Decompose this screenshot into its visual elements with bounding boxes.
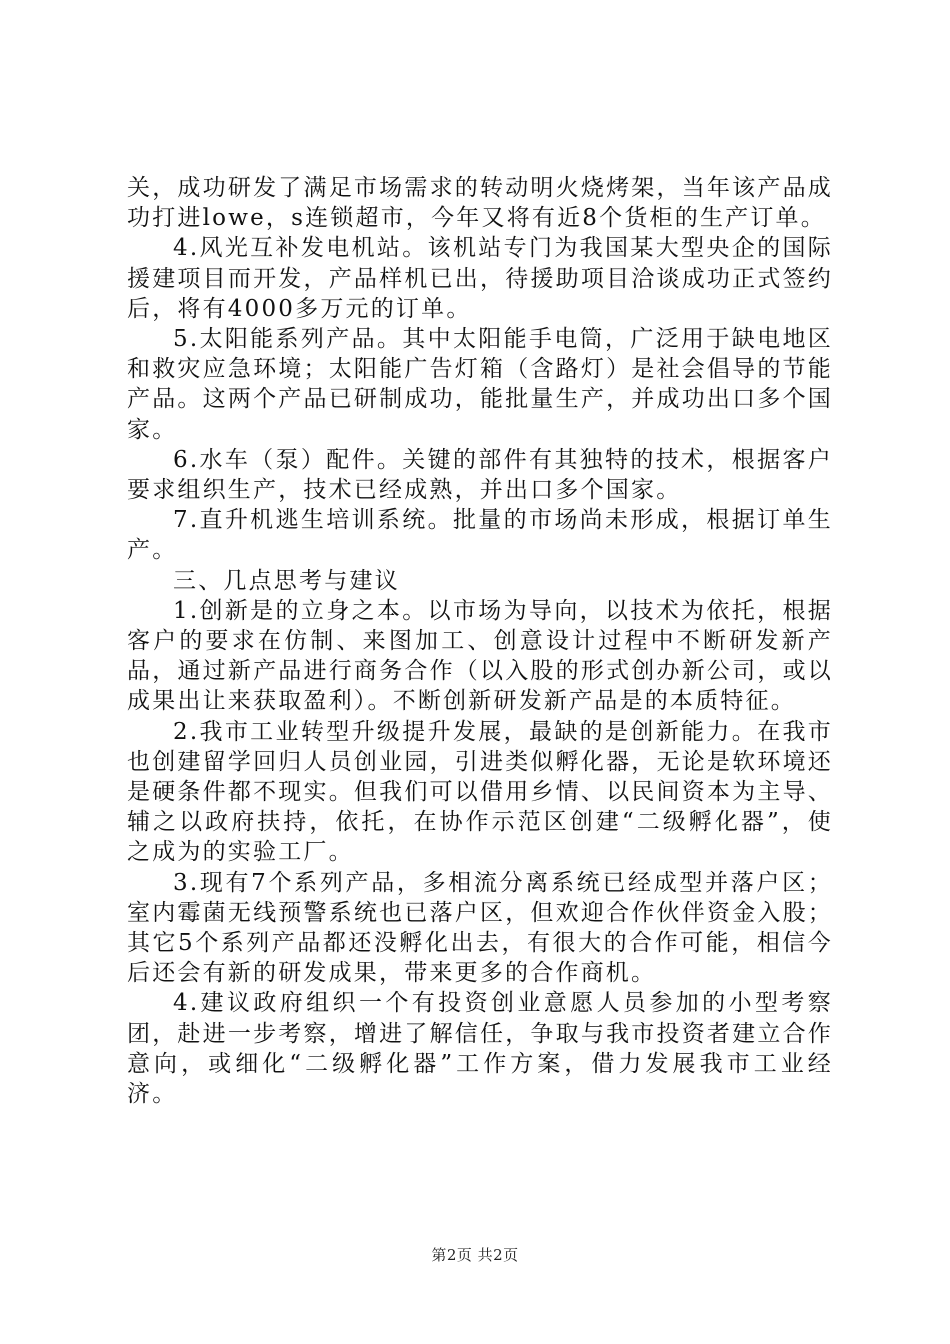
page-number-label: 第2页 共2页 — [431, 1246, 519, 1264]
paragraph: 5.太阳能系列产品。其中太阳能手电筒，广泛用于缺电地区和救灾应急环境；太阳能广告灯箱（含路灯）是社会倡导的节能产品。这两个产品已研制成功，能批量生产，并成功出口多个国家。 — [127, 326, 833, 443]
paragraph: 关，成功研发了满足市场需求的转动明火烧烤架，当年该产品成功打进lowe，s连锁超市，今年又将有近8个货柜的生产订单。 — [127, 175, 833, 232]
document-body — [127, 173, 833, 1109]
paragraph: 6.水车（泵）配件。关键的部件有其独特的技术，根据客户要求组织生产，技术已经成熟，并出口多个国家。 — [127, 446, 833, 504]
paragraph: 1.创新是的立身之本。以市场为导向，以技术为依托，根据客户的要求在仿制、来图加工、创意设计过程中不断研发新产品，通过新产品进行商务合作（以入股的形式创办新公司，或以成果出让来获取盈利）。不断创新研发新产品是的本质特征。 — [127, 597, 833, 715]
section-heading: 三、几点思考与建议 — [173, 567, 400, 594]
paragraph: 2.我市工业转型升级提升发展，最缺的是创新能力。在我市也创建留学回归人员创业园，引进类似孵化器，无论是软环境还是硬条件都不现实。但我们可以借用乡情、以民间资本为主导、辅之以政府扶持，依托，在协作示范区创建“二级孵化器”，使之成为的实验工厂。 — [127, 718, 833, 866]
paragraph: 3.现有7个系列产品，多相流分离系统已经成型并落户区；室内霉菌无线预警系统也已落户区，但欢迎合作伙伴资金入股；其它5个系列产品都还没孵化出去，有很大的合作可能，相信今后还会有新的研发成果，带来更多的合作商机。 — [127, 869, 833, 987]
paragraph: 7.直升机逃生培训系统。批量的市场尚未形成，根据订单生产。 — [127, 507, 833, 564]
paragraph: 4.风光互补发电机站。该机站专门为我国某大型央企的国际援建项目而开发，产品样机已出，待援助项目洽谈成功正式签约后，将有4000多万元的订单。 — [127, 235, 833, 322]
page-footer — [0, 1244, 950, 1265]
paragraph: 4.建议政府组织一个有投资创业意愿人员参加的小型考察团，赴进一步考察，增进了解信任，争取与我市投资者建立合作意向，或细化“二级孵化器”工作方案，借力发展我市工业经济。 — [127, 990, 833, 1108]
